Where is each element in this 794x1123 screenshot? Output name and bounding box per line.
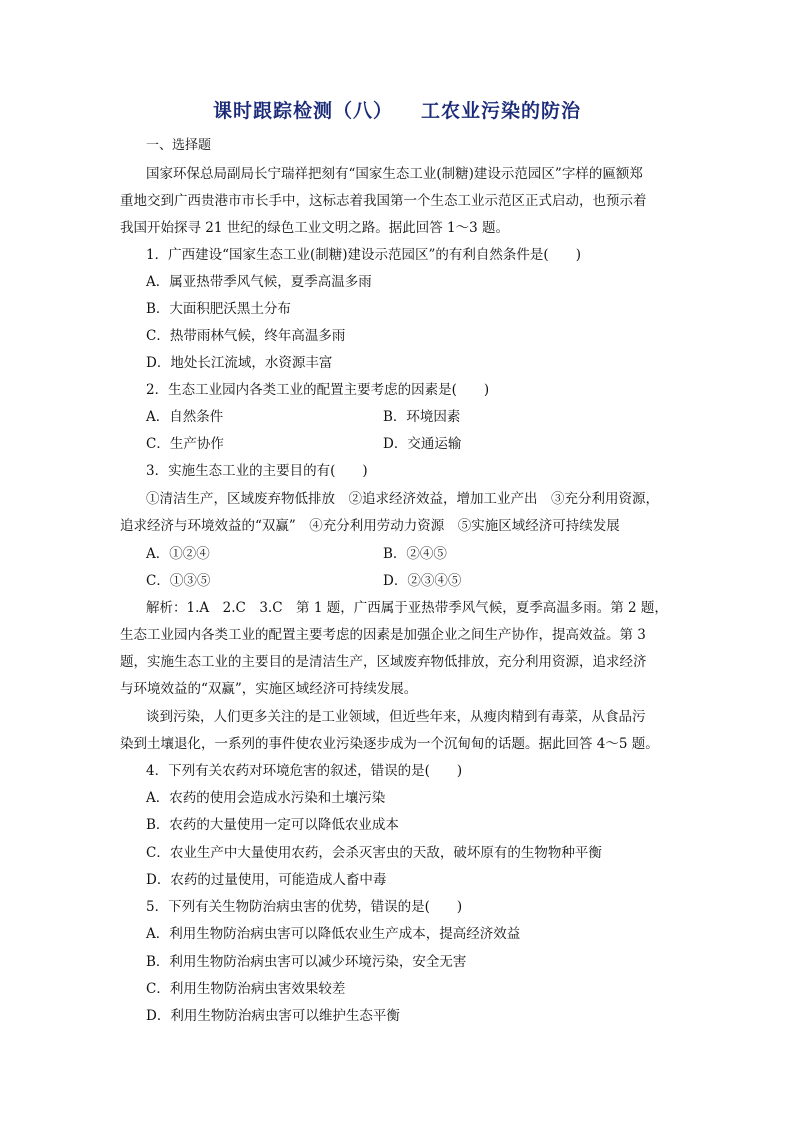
question-1-option-d: D．地处长江流域，水资源丰富 xyxy=(146,355,333,371)
passage2-line: 染到土壤退化，一系列的事件使农业污染逐步成为一个沉甸甸的话题。据此回答 4～5 题。 xyxy=(120,736,659,752)
section-heading: 一、选择题 xyxy=(146,138,212,153)
question-3-desc: 追求经济与环境效益的“双赢” ④充分利用劳动力资源 ⑤实施区域经济可持续发展 xyxy=(120,518,620,534)
analysis-line: 题，实施生态工业的主要目的是清洁生产，区域废弃物低排放，充分利用资源，追求经济 xyxy=(120,654,647,670)
question-4-option-a: A．农药的使用会造成水污染和土壤污染 xyxy=(146,790,386,806)
question-2-option-c: C．生产协作 xyxy=(146,436,224,452)
analysis-line: 解析：1.A 2.C 3.C 第 1 题，广西属于亚热带季风气候，夏季高温多雨。第 2 题， xyxy=(146,600,668,616)
question-3-option-d: D．②③④⑤ xyxy=(383,573,462,589)
analysis-line: 生态工业园内各类工业的配置主要考虑的因素是加强企业之间生产协作，提高效益。第 3 xyxy=(120,627,646,643)
question-5-option-a: A．利用生物防治病虫害可以降低农业生产成本，提高经济效益 xyxy=(146,926,521,942)
question-2-option-a: A．自然条件 xyxy=(146,409,224,425)
question-5-stem: 5．下列有关生物防治病虫害的优势，错误的是( ) xyxy=(146,899,463,915)
question-3-option-c: C．①③⑤ xyxy=(146,573,211,589)
question-3-desc: ①清洁生产，区域废弃物低排放 ②追求经济效益，增加工业产出 ③充分利用资源， xyxy=(146,491,659,507)
question-2-stem: 2．生态工业园内各类工业的配置主要考虑的因素是( ) xyxy=(146,382,490,398)
question-4-option-b: B．农药的大量使用一定可以降低农业成本 xyxy=(146,817,399,833)
question-5-option-d: D．利用生物防治病虫害可以维护生态平衡 xyxy=(146,1008,400,1024)
passage1-line: 重地交到广西贵港市市长手中，这标志着我国第一个生态工业示范区正式启动，也预示着 xyxy=(120,193,647,209)
title-main: 课时跟踪检测（八） xyxy=(212,100,393,122)
question-4-option-c: C．农业生产中大量使用农药，会杀灭害虫的天敌，破坏原有的生物物种平衡 xyxy=(146,845,602,861)
passage1-line: 国家环保总局副局长宁瑞祥把刻有“国家生态工业(制糖)建设示范园区”字样的匾额郑 xyxy=(146,166,643,182)
page-title xyxy=(0,96,794,123)
passage2-line: 谈到污染，人们更多关注的是工业领域，但近些年来，从瘦肉精到有毒菜，从食品污 xyxy=(146,709,646,725)
question-1-option-b: B．大面积肥沃黑土分布 xyxy=(146,301,291,317)
question-3-stem: 3．实施生态工业的主要目的有( ) xyxy=(146,463,368,479)
question-3-option-b: B．②④⑤ xyxy=(383,546,447,562)
question-4-option-d: D．农药的过量使用，可能造成人畜中毒 xyxy=(146,872,387,888)
passage1-line: 我国开始探寻 21 世纪的绿色工业文明之路。据此回答 1～3 题。 xyxy=(120,220,510,236)
question-3-option-a: A．①②④ xyxy=(146,546,210,562)
question-2-option-d: D．交通运输 xyxy=(383,436,462,452)
question-1-stem: 1．广西建设“国家生态工业(制糖)建设示范园区”的有利自然条件是( ) xyxy=(146,247,581,263)
title-sub: 工农业污染的防治 xyxy=(421,100,582,122)
question-5-option-c: C．利用生物防治病虫害效果较差 xyxy=(146,981,346,997)
question-5-option-b: B．利用生物防治病虫害可以减少环境污染，安全无害 xyxy=(146,954,467,970)
question-4-stem: 4．下列有关农药对环境危害的叙述，错误的是( ) xyxy=(146,763,463,779)
analysis-line: 与环境效益的“双赢”，实施区域经济可持续发展。 xyxy=(120,681,418,697)
question-1-option-c: C．热带雨林气候，终年高温多雨 xyxy=(146,328,346,344)
question-1-option-a: A．属亚热带季风气候，夏季高温多雨 xyxy=(146,274,372,290)
question-2-option-b: B．环境因素 xyxy=(383,409,461,425)
